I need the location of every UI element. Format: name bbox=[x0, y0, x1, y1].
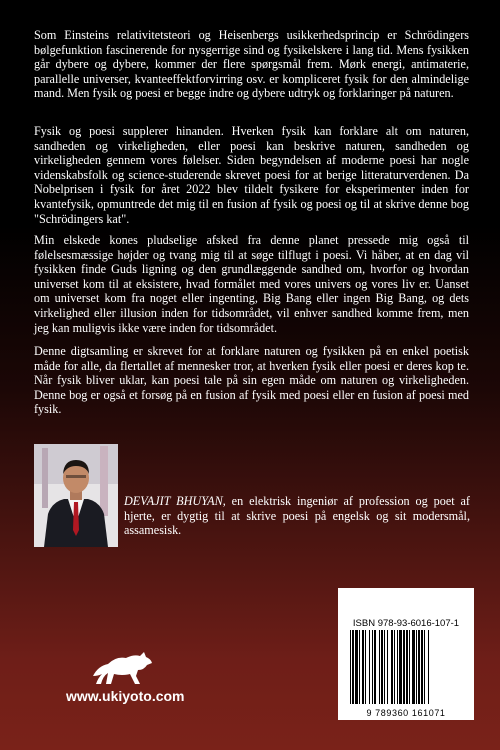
publisher-website: www.ukiyoto.com bbox=[66, 688, 185, 704]
blurb-paragraph-2: Fysik og poesi supplerer hinanden. Hverken fysik kan forklare alt om naturen, sandheden og virkeligheden, eller poesi kan beskrive naturen, sandheden og virkeligheden gennem vores følelser. Siden begyndelsen af moderne poesi har nogle videnskabsfolk og science-studerende skrevet poesi for at berige litteraturverdenen. Da Nobelprisen i fysik for året 2022 blev tildelt fysikere for eksperimenter inden for kvantefysik, opmuntrede det mig til en fusion af fysik og poesi og til at skrive denne bog "Schrödingers kat". bbox=[34, 124, 469, 226]
panther-logo-icon bbox=[90, 646, 154, 686]
barcode-digits: 9 789360 161071 bbox=[366, 708, 446, 718]
blurb-paragraph-1: Som Einsteins relativitetsteori og Heisenbergs usikkerhedsprincip er Schrödingers bølgefunktion fascinerende for nysgerrige sind og fysikelskere i lang tid. Mens fysikken går dybere og dybere, kommer der flere spørgsmål frem. Mørk energi, antimaterie, parallelle universer, kvanteeffektforvirring osv. er kompliceret fysik for den almindelige mand. Men fysik og poesi er begge indre og dybere udtryk og forklaringer på naturen. bbox=[34, 28, 469, 101]
author-photo bbox=[34, 444, 118, 547]
blurb-paragraph-4: Denne digtsamling er skrevet for at forklare naturen og fysikken på en enkel poetisk måde for alle, da flertallet af mennesker tror, at hverken fysik eller poesi er deres kop te. Når fysik bliver uklar, kan poesi tale på sin egen måde om naturen og virkeligheden. Denne bog er også et forsøg på en fusion af fysik med poesi eller en fusion af poesi med fysik. bbox=[34, 344, 469, 417]
author-bio-text: , en elektrisk ingeniør af profession og poet af hjerte, er dygtig til at skrive poesi på engelsk og sit modersmål, assamesisk. bbox=[124, 494, 470, 538]
author-bio bbox=[124, 494, 470, 538]
isbn-barcode-box bbox=[338, 588, 474, 720]
isbn-label: ISBN 978-93-6016-107-1 bbox=[352, 618, 460, 629]
blurb-paragraph-3: Min elskede kones pludselige afsked fra denne planet pressede mig også til følelsesmæssige højder og tvang mig til at søge tilflugt i poesi. Vi håber, at en dag vil fysikken finde Guds ligning og den grundlæggende sandhed om, hvorfor og hvordan universet kom til at eksistere, hvad formålet med vores univers og vores liv er. Uanset om universet kom fra noget eller ingenting, Big Bang eller ingen Big Bang, og dets virkelighed eller illusion inden for tidsområdet, vil enhver sandhed komme frem, men jeg kan muligvis ikke være inden for tidsområdet. bbox=[34, 233, 469, 335]
author-name: DEVAJIT BHUYAN bbox=[124, 494, 223, 508]
barcode-icon bbox=[348, 630, 464, 706]
